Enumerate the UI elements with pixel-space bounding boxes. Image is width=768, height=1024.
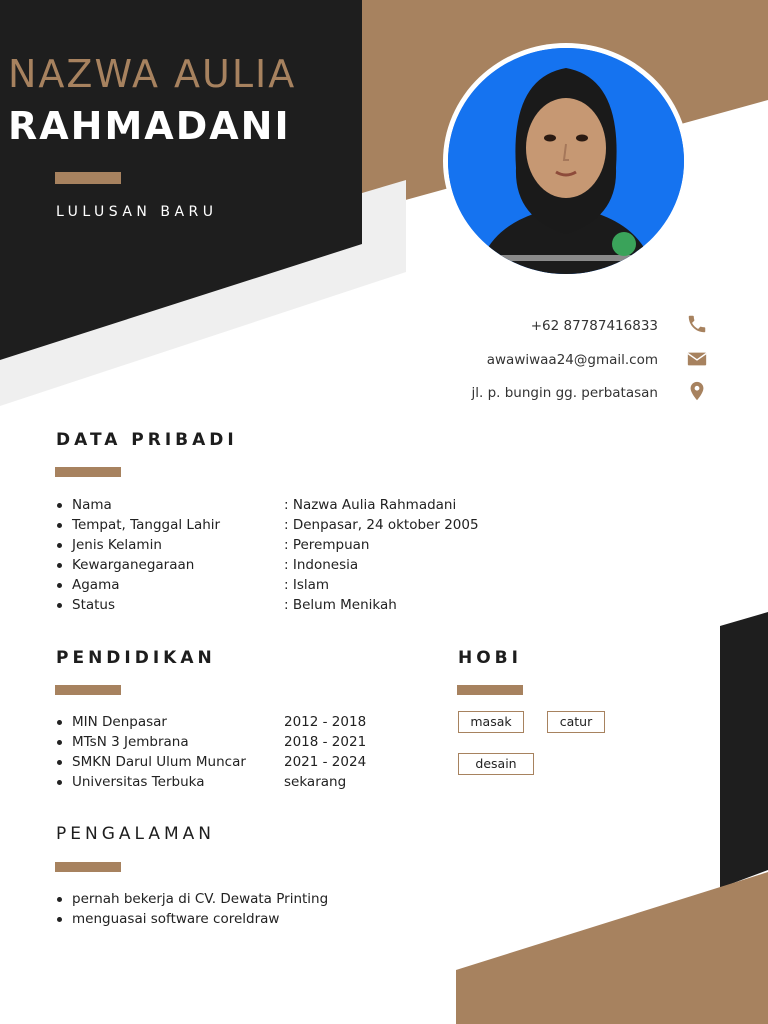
year-text: sekarang — [284, 774, 347, 790]
pendidikan-bar — [55, 685, 121, 695]
data-pribadi-labels — [56, 495, 220, 615]
contact-address: jl. p. bungin gg. perbatasan — [471, 385, 658, 401]
pengalaman-title: PENGALAMAN — [56, 824, 216, 844]
brown-bottom-shape — [456, 872, 768, 1024]
year-text: 2021 - 2024 — [284, 754, 367, 770]
location-pin-icon — [686, 380, 708, 402]
subtitle: LULUSAN BARU — [56, 204, 218, 220]
pendidikan-schools — [56, 712, 246, 792]
dark-right-shape — [720, 612, 768, 888]
pengalaman-list — [56, 889, 328, 929]
list-item: Tempat, Tanggal Lahir — [56, 515, 220, 535]
mail-icon — [686, 348, 708, 370]
profile-photo — [448, 48, 684, 274]
pendidikan-years — [284, 712, 366, 792]
name-line-2: RAHMADANI — [8, 104, 291, 148]
data-pribadi-values — [284, 495, 479, 615]
value-text: : Perempuan — [284, 537, 370, 553]
year-text: 2018 - 2021 — [284, 734, 367, 750]
value-text: : Denpasar, 24 oktober 2005 — [284, 517, 479, 533]
hobi-title: HOBI — [458, 648, 522, 668]
list-item: SMKN Darul Ulum Muncar — [56, 752, 246, 772]
list-item: Status — [56, 595, 220, 615]
year-text: 2012 - 2018 — [284, 714, 367, 730]
hobby-tag-desain: desain — [458, 753, 534, 775]
hobi-bar — [457, 685, 523, 695]
list-item: MTsN 3 Jembrana — [56, 732, 246, 752]
pengalaman-bar — [55, 862, 121, 872]
value-text: : Belum Menikah — [284, 597, 397, 613]
name-line-1: NAZWA AULIA — [8, 52, 297, 96]
list-item: Agama — [56, 575, 220, 595]
value-text: : Nazwa Aulia Rahmadani — [284, 497, 457, 513]
contact-phone: +62 87787416833 — [530, 318, 658, 334]
value-text: : Indonesia — [284, 557, 359, 573]
hobby-tag-catur: catur — [547, 711, 605, 733]
data-pribadi-bar — [55, 467, 121, 477]
header-accent-bar — [55, 172, 121, 184]
list-item: Kewarganegaraan — [56, 555, 220, 575]
phone-icon — [686, 313, 708, 335]
pendidikan-title: PENDIDIKAN — [56, 648, 216, 668]
list-item: Jenis Kelamin — [56, 535, 220, 555]
contact-email: awawiwaa24@gmail.com — [486, 352, 658, 368]
profile-illustration — [448, 48, 684, 274]
data-pribadi-title: DATA PRIBADI — [56, 430, 238, 450]
list-item: MIN Denpasar — [56, 712, 246, 732]
list-item: Universitas Terbuka — [56, 772, 246, 792]
hobby-tag-masak: masak — [458, 711, 524, 733]
list-item: pernah bekerja di CV. Dewata Printing — [56, 889, 328, 909]
list-item: menguasai software coreldraw — [56, 909, 328, 929]
list-item: Nama — [56, 495, 220, 515]
value-text: : Islam — [284, 577, 330, 593]
